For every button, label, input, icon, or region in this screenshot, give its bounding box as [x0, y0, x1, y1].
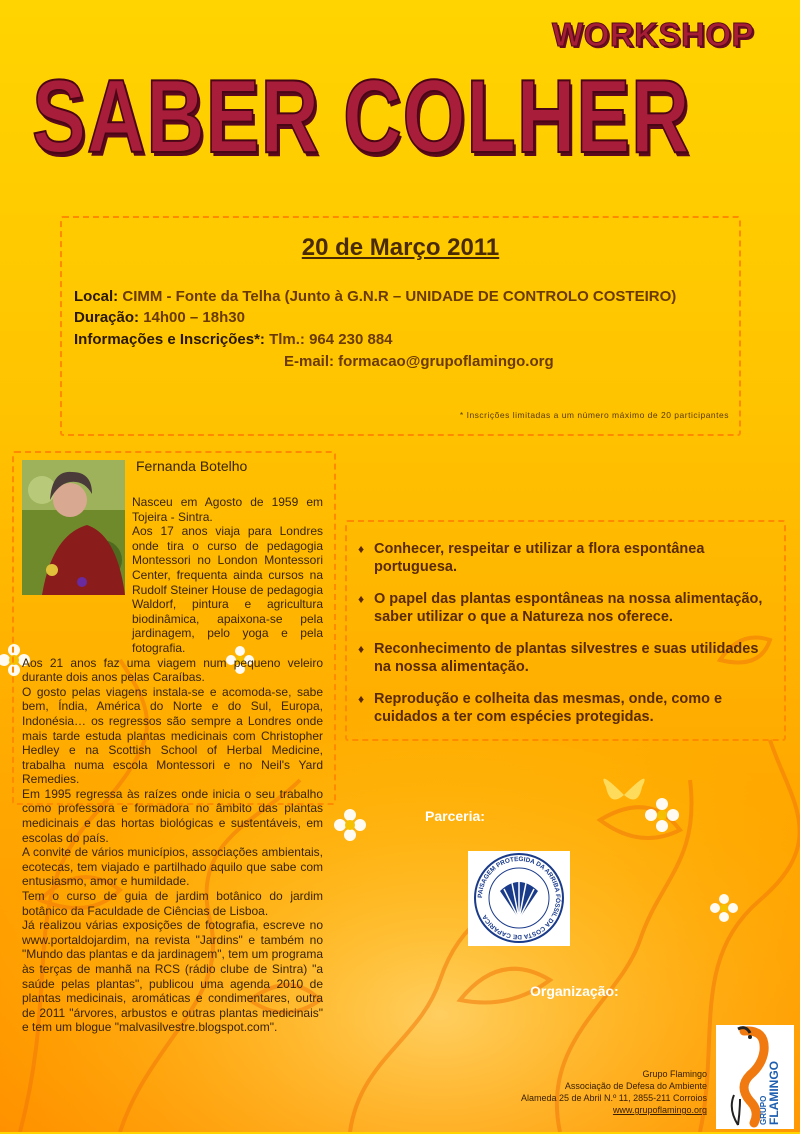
location-line — [74, 288, 676, 305]
bio-paragraph: Já realizou várias exposições de fotografia, escreve no www.portaldojardim, na revista "Jardins" e também no "Mundo das plantas e da jardinagem", tem um programa às terças de manhã na RCS (rádio clube de Sintra) "a saúde pelas plantas", publicou uma agenda 2010 de plantas medicinais, aromáticas e condimentares, outra de 2011 "árvores, arbustos e outras plantas medicinais" e tem um blogue "malvasilvestre.blogspot.com". — [22, 918, 323, 1035]
phone-value: Tlm.: 964 230 884 — [269, 331, 393, 348]
bio-paragraph: Tem o curso de guia de jardim botânico do jardim botânico da Faculdade de Ciências de Lisboa. — [22, 889, 323, 918]
registration-note: * Inscrições limitadas a um número máximo de 20 participantes — [459, 410, 729, 420]
organization-description: Associação de Defesa do Ambiente — [564, 1081, 707, 1091]
bio-paragraph: Em 1995 regressa às raízes onde inicia o seu trabalho como professora e formadora no âmbito das plantas medicinais e das hortas biológicas e sustentáveis, em escolas do país. — [22, 786, 323, 845]
contacts-line — [74, 331, 393, 348]
email-value[interactable]: E-mail: formacao@grupoflamingo.org — [284, 353, 554, 370]
bio-paragraph: Aos 21 anos faz uma viagem num pequeno veleiro durante dois anos pelas Caraíbas. — [22, 655, 323, 685]
flamingo-logo-text-flamingo: FLAMINGO — [767, 1061, 781, 1125]
flamingo-logo — [716, 1025, 794, 1129]
organization-name: Grupo Flamingo — [642, 1069, 707, 1079]
location-label: Local: — [74, 288, 119, 305]
bio-paragraph: O gosto pelas viagens instala-se e acomoda-se, sabe bem, Índia, América do Norte e do Sul, Europa, Indonésia… os regressos são sempre a Londres onde mais tarde estuda plantas medicinais com Christopher Hedley e na Scottish School of Herbal Medicine, trabalha numa escola Montessori e no Neil's Yard Remedies. — [22, 684, 323, 787]
duration-line — [74, 309, 245, 326]
objectives-list — [358, 540, 768, 740]
event-date: 20 de Março 2011 — [301, 234, 500, 261]
contacts-label: Informações e Inscrições*: — [74, 331, 265, 348]
duration-label: Duração: — [74, 309, 140, 326]
objective-item: ♦ Conhecer, respeitar e utilizar a flora espontânea portuguesa. — [358, 540, 768, 576]
location-value: CIMM - Fonte da Telha (Junto à G.N.R – UNIDADE DE CONTROLO COSTEIRO) — [122, 288, 677, 305]
partner-logo — [468, 851, 570, 946]
bio-paragraph: A convite de vários municípios, associações ambientais, ecotecas, tem viajado e partilhado aquilo que sabe com entusiasmo, amor e humildade. — [22, 845, 323, 889]
objective-item: ♦ Reprodução e colheita das mesmas, onde, como e cuidados a ter com espécies protegidas. — [358, 690, 768, 726]
objective-item: ♦ Reconhecimento de plantas silvestres e suas utilidades na nossa alimentação. — [358, 640, 768, 676]
page-title: SABER COLHER — [32, 59, 691, 175]
speaker-bio — [22, 495, 323, 1035]
partner-logo-text: PAISAGEM PROTEGIDA DA ARRIBA FÓSSIL DA COSTA DE CAPARICA — [476, 855, 562, 941]
organization-info — [521, 1068, 707, 1116]
organization-website-link[interactable]: www.grupoflamingo.org — [612, 1105, 707, 1115]
speaker-name: Fernanda Botelho — [136, 458, 248, 474]
objective-item: ♦ O papel das plantas espontâneas na nossa alimentação, saber utilizar o que a Natureza nos oferece. — [358, 590, 768, 626]
duration-value: 14h00 – 18h30 — [143, 309, 245, 326]
organization-label: Organização: — [530, 983, 619, 999]
partner-label: Parceria: — [425, 808, 485, 824]
bio-paragraph: Nasceu em Agosto de 1959 em Tojeira - Sintra. — [132, 495, 323, 524]
organization-address: Alameda 25 de Abril N.º 11, 2855-211 Corroios — [520, 1093, 707, 1103]
workshop-label: WORKSHOP — [552, 16, 754, 53]
email-line — [284, 353, 554, 370]
bio-paragraph: Aos 17 anos viaja para Londres onde tira o curso de pedagogia Montessori no London Montessori Center, frequenta ainda cursos na Rudolf Steiner House de pedagogia Waldorf, pintura e agricultura biodinâmica, apaixona-se pela jardinagem, pelo yoga e pela fotografia. — [132, 524, 323, 655]
flamingo-logo-text-grupo: GRUPO — [759, 1095, 768, 1125]
event-info-box — [60, 216, 741, 436]
